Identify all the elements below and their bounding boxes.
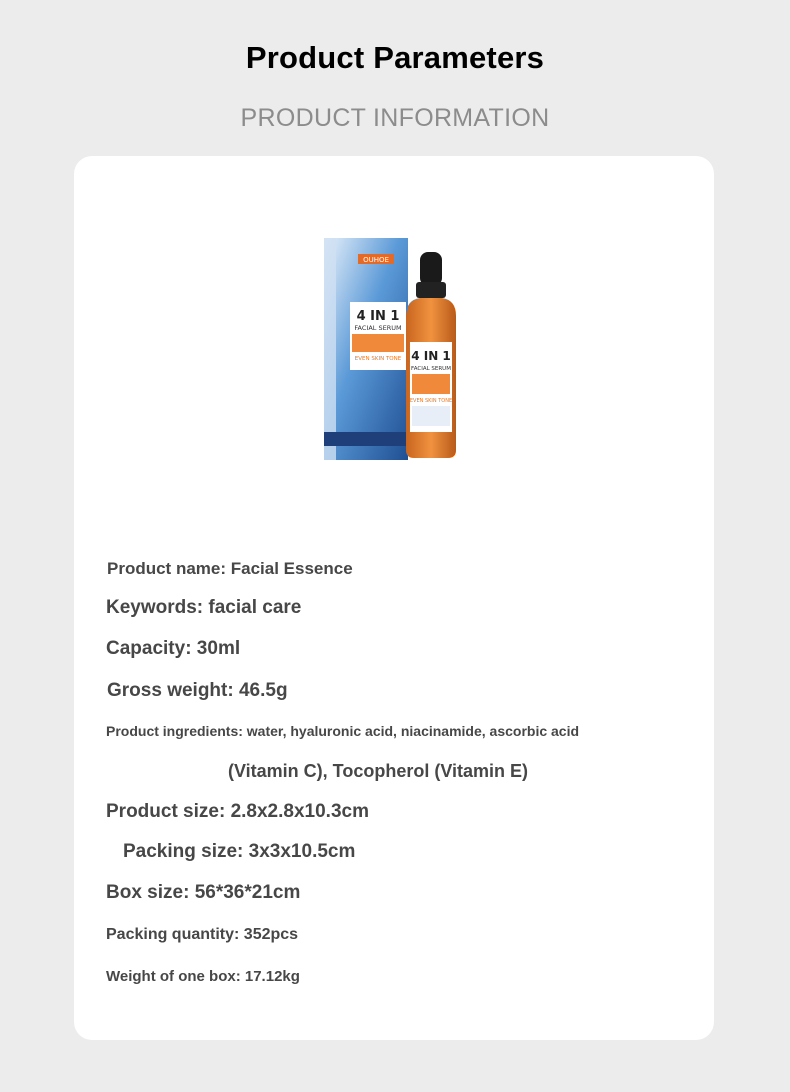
param-product-size: Product size: 2.8x2.8x10.3cm bbox=[106, 801, 369, 822]
box-brand-text: OUHOE bbox=[363, 256, 389, 264]
box-type-text: FACIAL SERUM bbox=[354, 324, 402, 332]
param-keywords: Keywords: facial care bbox=[106, 597, 302, 618]
serum-bottle bbox=[406, 252, 456, 458]
param-box-size: Box size: 56*36*21cm bbox=[106, 882, 301, 903]
bottle-type-text: FACIAL SERUM bbox=[411, 366, 451, 372]
page-subtitle: PRODUCT INFORMATION bbox=[240, 104, 550, 132]
param-ingredients-line1: Product ingredients: water, hyaluronic acid, niacinamide, ascorbic acid bbox=[106, 723, 580, 739]
param-ingredients-line2: (Vitamin C), Tocopherol (Vitamin E) bbox=[228, 761, 529, 781]
product-box bbox=[324, 238, 408, 460]
bottle-headline-text: 4 IN 1 bbox=[411, 349, 451, 363]
param-product-name: Product name: Facial Essence bbox=[107, 559, 353, 578]
param-packing-quantity: Packing quantity: 352pcs bbox=[106, 926, 299, 943]
bottle-claim-text: EVEN SKIN TONE bbox=[409, 398, 453, 404]
box-claim-text: EVEN SKIN TONE bbox=[354, 356, 402, 362]
serum-product-image bbox=[320, 236, 470, 466]
param-box-weight: Weight of one box: 17.12kg bbox=[106, 968, 300, 985]
param-capacity: Capacity: 30ml bbox=[106, 638, 241, 659]
param-packing-size: Packing size: 3x3x10.5cm bbox=[123, 841, 356, 862]
product-info-card bbox=[74, 156, 714, 1040]
page-title: Product Parameters bbox=[245, 40, 545, 75]
param-gross-weight: Gross weight: 46.5g bbox=[107, 680, 288, 701]
box-headline-text: 4 IN 1 bbox=[356, 309, 400, 324]
